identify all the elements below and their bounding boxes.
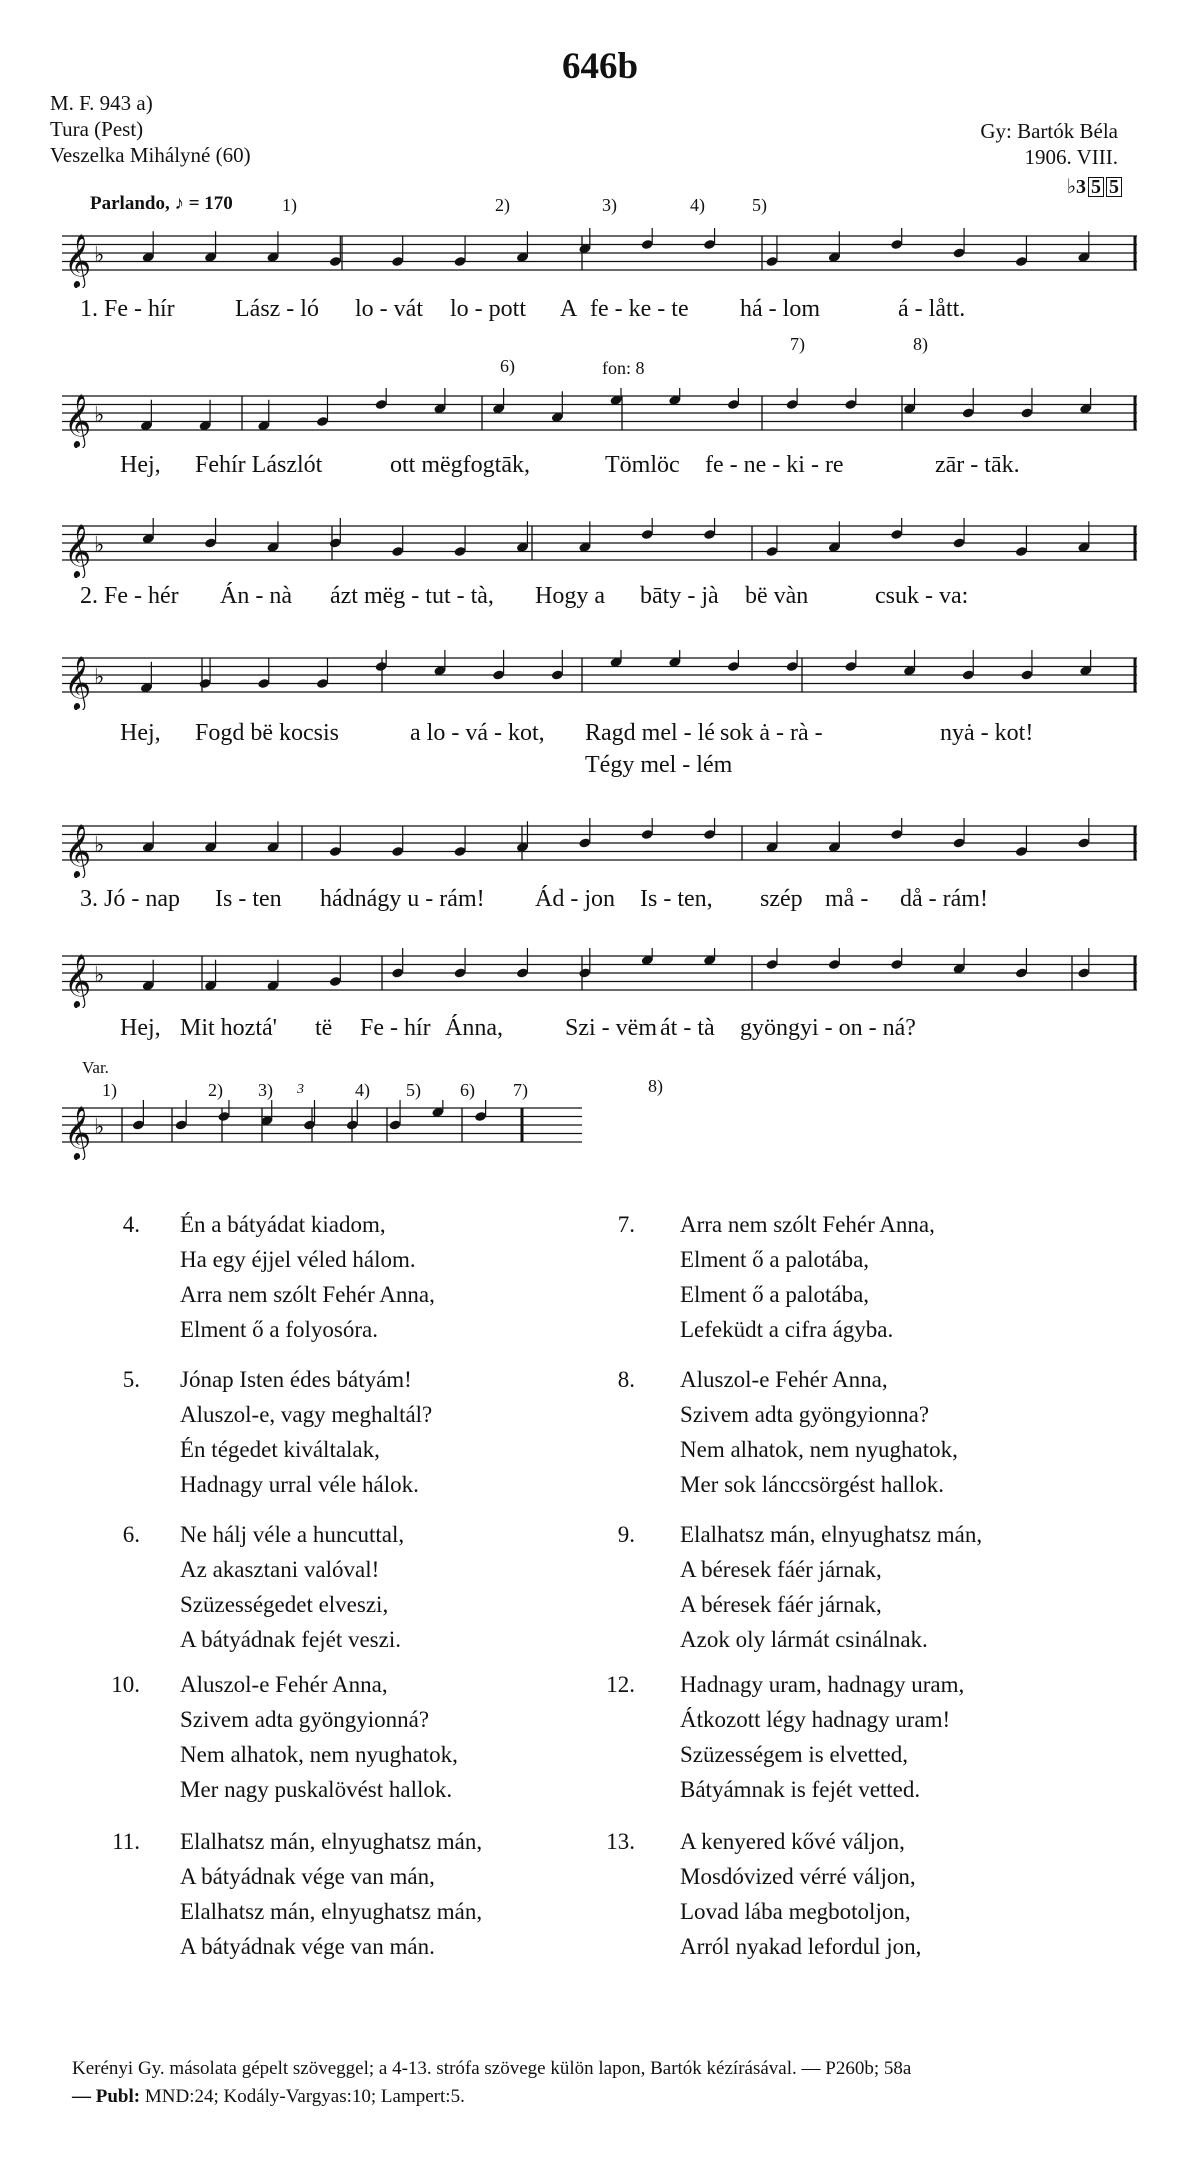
staff-svg [62, 228, 1137, 288]
footer-notes [72, 2055, 1172, 2111]
verses-right-column [600, 1207, 1160, 2007]
music-staff [62, 818, 1137, 878]
section-marker: fon: 8 [602, 358, 645, 378]
variant-number: 2) [208, 1080, 223, 1100]
lyric-syllable: Ánna, [445, 1015, 503, 1041]
variant-number: 5) [406, 1080, 421, 1100]
variant-label: Var. [82, 1058, 109, 1077]
publ-label: — Publ: [72, 2086, 141, 2107]
singer: Veszelka Mihályné (60) [50, 143, 251, 167]
song-number: 646b [561, 46, 639, 87]
lyric-syllable: á - lått. [898, 296, 966, 322]
verse-line: Elment ő a palotába, [680, 1282, 870, 1307]
lyric-syllable: Fehír Lászlót [195, 452, 323, 478]
lyric-syllable: Tömlöc [605, 452, 680, 478]
treble-clef-icon: 𝄞 [64, 655, 92, 709]
section-marker: 2) [495, 195, 510, 215]
lyric-syllable: Án - nà [220, 583, 292, 609]
verse-line: Szüzességedet elveszi, [180, 1592, 389, 1617]
flat-icon: ♭ [94, 963, 105, 988]
verse-line: A bátyádnak fejét veszi. [180, 1627, 401, 1652]
verse-line: A bátyádnak vége van mán. [180, 1934, 435, 1959]
collector-info [980, 118, 1118, 170]
music-staff [62, 1100, 1137, 1160]
flat-icon: ♭ [94, 1115, 105, 1140]
verse-number: 11. [112, 1829, 140, 1854]
lyric-syllable: fe - ke - te [590, 296, 689, 322]
lyric-syllable: há - lom [740, 296, 820, 322]
collection-date: 1906. VIII. [1024, 145, 1118, 169]
variant-number: 6) [460, 1080, 475, 1100]
flat-icon: ♭ [94, 403, 105, 428]
lyric-syllable: lo - pott [450, 296, 526, 322]
variant-number: 4) [355, 1080, 370, 1100]
music-staff [62, 518, 1137, 578]
scale-degree: 5 [1106, 177, 1122, 197]
lyric-syllable: A [560, 296, 578, 322]
lyric-syllable: szép [760, 886, 803, 912]
lyric-syllable: fe - ne - ki - re [705, 452, 844, 478]
flat-icon: ♭ [94, 665, 105, 690]
verse-line: Elalhatsz mán, elnyughatsz mán, [180, 1899, 483, 1924]
tempo-value: = 170 [188, 193, 233, 214]
copy-note: Kerényi Gy. másolata gépelt szöveggel; a 4-13. strófa szövege külön lapon, Bartók kézírásával. — P260b; 58a [72, 2058, 912, 2079]
verse-line: Bátyámnak is fejét vetted. [680, 1777, 921, 1802]
verse-line: Nem alhatok, nem nyughatok, [180, 1742, 458, 1767]
verse-line: Lovad lába megbotoljon, [680, 1899, 911, 1924]
lyric-syllable: bāty - jà [640, 583, 719, 609]
lyric-syllable: sok ȧ - rà - [720, 720, 823, 746]
verses-left-column [100, 1207, 620, 2007]
verse-line: A béresek fáér járnak, [680, 1592, 882, 1617]
scale-degree: ♭3 [1066, 176, 1086, 198]
music-staff [62, 388, 1137, 448]
verse-line: Elalhatsz mán, elnyughatsz mán, [680, 1522, 983, 1547]
lyric-syllable: át - tà [660, 1015, 715, 1041]
variant-number: 8) [648, 1076, 663, 1096]
section-marker: 3) [602, 195, 617, 215]
music-staff [62, 650, 1137, 710]
variant-number: 1) [102, 1080, 117, 1100]
verse-line: Jónap Isten édes bátyám! [180, 1367, 412, 1392]
verse-number: 9. [617, 1522, 635, 1547]
scale-indicator [1067, 174, 1122, 199]
lyric-syllable: Is - ten, [640, 886, 713, 912]
lyric-syllable: Hej, [120, 1015, 161, 1041]
lyric-syllable: 2. Fe - hér [80, 583, 179, 609]
verse-line: Arra nem szólt Fehér Anna, [680, 1212, 935, 1237]
lyric-syllable: ott mëgfogtāk, [390, 452, 530, 478]
music-staff [62, 228, 1137, 288]
publ-text: MND:24; Kodály-Vargyas:10; Lampert:5. [144, 2086, 465, 2107]
verse-line: A bátyádnak vége van mán, [180, 1864, 435, 1889]
lyric-syllable: Tégy mel - lém [585, 752, 733, 778]
section-marker: 1) [282, 195, 297, 215]
lyric-syllable: lo - vát [355, 296, 423, 322]
section-marker: 6) [500, 356, 515, 376]
lyric-syllable: Fe - hír [360, 1015, 431, 1041]
flat-icon: ♭ [94, 243, 105, 268]
verse-line: Aluszol-e, vagy meghaltál? [180, 1402, 433, 1427]
tempo-label: Parlando, [90, 193, 170, 214]
verse-line: Elalhatsz mán, elnyughatsz mán, [180, 1829, 483, 1854]
lyric-syllable: ázt mëg - tut - tà, [330, 583, 494, 609]
verse-line: Aluszol-e Fehér Anna, [680, 1367, 888, 1392]
lyric-syllable: nyȧ - kot! [940, 720, 1034, 746]
lyric-syllable: Hogy a [535, 583, 605, 609]
variant-number: 3) [258, 1080, 273, 1100]
verse-number: 5. [122, 1367, 140, 1392]
flat-icon: ♭ [94, 833, 105, 858]
music-staff [62, 948, 1137, 1008]
lyric-syllable: Ád - jon [535, 886, 615, 912]
lyric-syllable: Mit hoztá' [180, 1015, 277, 1041]
verse-line: Azok oly lármát csinálnak. [680, 1627, 928, 1652]
verse-line: Mer nagy puskalövést hallok. [180, 1777, 453, 1802]
verse-line: Hadnagy urral véle hálok. [180, 1472, 419, 1497]
place: Tura (Pest) [50, 117, 144, 141]
lyric-syllable: Hej, [120, 720, 161, 746]
verse-line: Ha egy éjjel véled hálom. [180, 1247, 416, 1272]
verse-number: 10. [111, 1672, 140, 1697]
verse-line: Arról nyakad lefordul jon, [680, 1934, 922, 1959]
verse-line: Nem alhatok, nem nyughatok, [680, 1437, 958, 1462]
lyric-syllable: hádnágy u - rám! [320, 886, 485, 912]
lyric-syllable: må - [825, 886, 869, 912]
scale-degree: 5 [1088, 177, 1104, 197]
staff-svg [62, 518, 1137, 578]
flat-icon: ♭ [94, 533, 105, 558]
verse-line: Hadnagy uram, hadnagy uram, [680, 1672, 965, 1697]
lyric-syllable: Fogd bë kocsis [195, 720, 339, 746]
lyric-syllable: 3. Jó - nap [80, 886, 180, 912]
verse-line: Mer sok lánccsörgést hallok. [680, 1472, 945, 1497]
verse-number: 13. [606, 1829, 635, 1854]
publication-note [72, 2083, 1172, 2111]
verse-line: A béresek fáér járnak, [680, 1557, 882, 1582]
lyric-syllable: zār - tāk. [935, 452, 1020, 478]
verse-number: 7. [617, 1212, 635, 1237]
verse-line: Szüzességem is elvetted, [680, 1742, 909, 1767]
verse-line: Átkozott légy hadnagy uram! [680, 1707, 951, 1732]
verse-line: Arra nem szólt Fehér Anna, [180, 1282, 435, 1307]
section-marker: 4) [690, 195, 705, 215]
staff-svg [62, 818, 1137, 878]
treble-clef-icon: 𝄞 [64, 233, 92, 287]
eighth-note-icon: ♪ [174, 193, 184, 214]
treble-clef-icon: 𝄞 [64, 523, 92, 577]
treble-clef-icon: 𝄞 [64, 823, 92, 877]
lyric-syllable: 1. Fe - hír [80, 296, 175, 322]
lyric-syllable: Szi - vëm [565, 1015, 657, 1041]
catalog-number: M. F. 943 a) [50, 91, 153, 115]
verse-line: Én a bátyádat kiadom, [180, 1212, 386, 1237]
verse-line: Szivem adta gyöngyionná? [180, 1707, 430, 1732]
verse-line: Elment ő a folyosóra. [180, 1317, 379, 1342]
tempo-marking [90, 193, 233, 215]
verse-line: Én tégedet kiváltalak, [180, 1437, 380, 1462]
staff-svg [62, 388, 1137, 448]
verse-number: 6. [122, 1522, 140, 1547]
verse-line: Lefeküdt a cifra ágyba. [680, 1317, 894, 1342]
staff-svg [62, 1100, 582, 1160]
lyric-syllable: Hej, [120, 452, 161, 478]
variant-number: 7) [513, 1080, 528, 1100]
verse-line: Szivem adta gyöngyionna? [680, 1402, 930, 1427]
verse-number: 8. [617, 1367, 635, 1392]
verse-number: 12. [606, 1672, 635, 1697]
treble-clef-icon: 𝄞 [64, 1105, 92, 1159]
verse-number: 4. [122, 1212, 140, 1237]
verse-line: Ne hálj véle a huncuttal, [180, 1522, 405, 1547]
staff-svg [62, 650, 1137, 710]
verse-line: Mosdóvized vérré váljon, [680, 1864, 916, 1889]
lyric-syllable: bë vàn [745, 583, 809, 609]
section-marker: 5) [752, 195, 767, 215]
treble-clef-icon: 𝄞 [64, 953, 92, 1007]
section-marker: 7) [790, 334, 805, 354]
verse-line: Az akasztani valóval! [180, 1557, 380, 1582]
source-info [50, 90, 251, 168]
triplet-mark: 3 [297, 1082, 304, 1097]
lyric-syllable: Lász - ló [235, 296, 319, 322]
lyric-syllable: të [315, 1015, 333, 1041]
verse-line: Elment ő a palotába, [680, 1247, 870, 1272]
lyric-syllable: Is - ten [215, 886, 282, 912]
section-marker: 8) [913, 334, 928, 354]
lyric-syllable: då - rám! [900, 886, 988, 912]
lyric-syllable: a lo - vá - kot, [410, 720, 545, 746]
staff-svg [62, 948, 1137, 1008]
lyric-syllable: Ragd mel - lé [585, 720, 715, 746]
treble-clef-icon: 𝄞 [64, 393, 92, 447]
verse-line: A kenyered kővé váljon, [680, 1829, 905, 1854]
lyric-syllable: gyöngyi - on - ná? [740, 1015, 916, 1041]
collector: Gy: Bartók Béla [980, 119, 1118, 143]
lyric-syllable: csuk - va: [875, 583, 969, 609]
verse-line: Aluszol-e Fehér Anna, [180, 1672, 388, 1697]
